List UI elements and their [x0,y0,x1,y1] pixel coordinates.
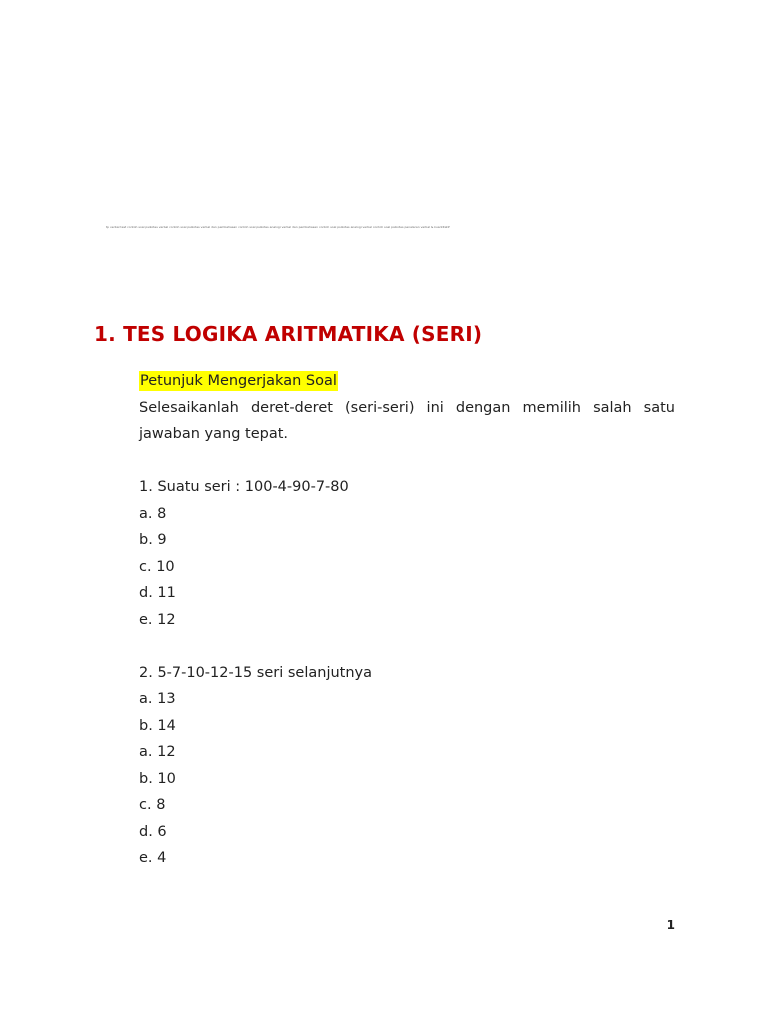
answer-option: d. 11 [139,585,176,601]
question-block-2 [139,660,675,872]
answer-option: a. 13 [139,691,176,707]
answer-option: b. 10 [139,770,176,787]
answer-option: e. 12 [139,611,176,628]
question-prompt: 2. 5-7-10-12-15 seri selanjutnya [139,664,372,681]
answer-option: b. 14 [139,717,176,734]
answer-option: b. 9 [139,532,167,548]
question-prompt: 1. Suatu seri : 100-4-90-7-80 [139,479,349,495]
spacer [139,633,675,660]
answer-option: a. 12 [139,744,176,760]
answer-option: c. 8 [139,797,166,813]
answer-option: a. 8 [139,505,167,522]
header-tiny-text: tp verbal test contoh soal psikotes verbal contoh soal psikotes verbal dan pembahasan contoh soal psikotes analogi verbal dan pembahasan contoh soal psikotes analogi verbal contoh soal psikotes penalaran verbal & kuantitatif [106,225,450,229]
answer-option: e. 4 [139,850,167,866]
spacer [139,448,675,475]
question-block-1 [139,474,675,633]
answer-option: d. 6 [139,823,167,840]
document-body [139,368,675,872]
section-title: 1. TES LOGIKA ARITMATIKA (SERI) [94,322,483,346]
instructions-text: Selesaikanlah deret-deret (seri-seri) ini dengan memilih salah satu jawaban yang tepat. [139,399,675,442]
instructions-heading: Petunjuk Mengerjakan Soal [140,373,337,389]
page-number: 1 [666,918,675,932]
answer-option: c. 10 [139,558,175,575]
